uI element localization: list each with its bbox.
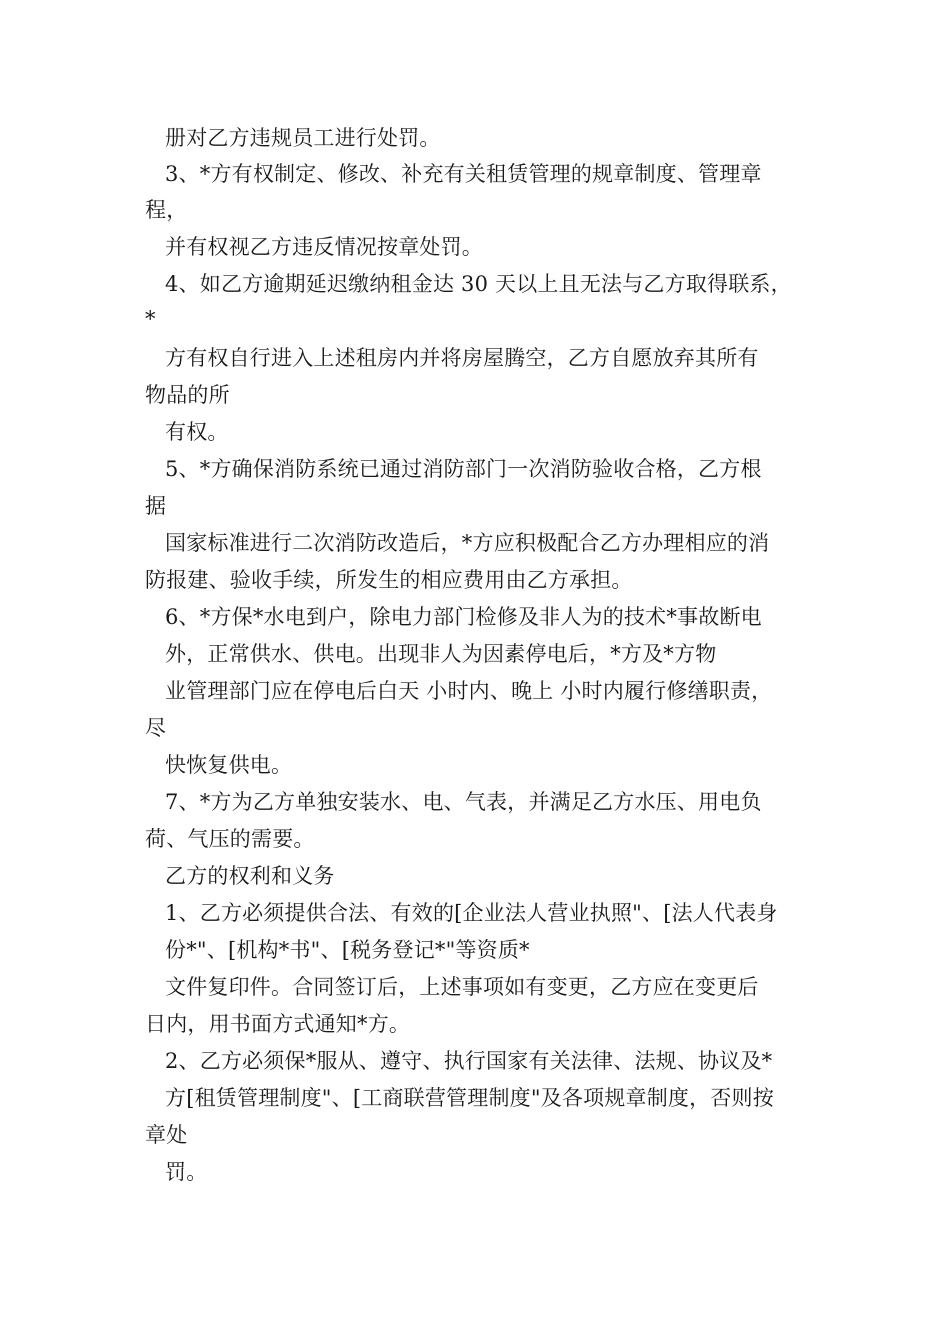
text-line: 方有权自行进入上述租房内并将房屋腾空，乙方自愿放弃其所有 — [165, 346, 759, 370]
text-line: 文件复印件。合同签订后，上述事项如有变更，乙方应在变更后 — [165, 975, 759, 999]
text-line: 尽 — [145, 716, 167, 740]
text-line: 据 — [145, 494, 167, 518]
text-line: 3、*方有权制定、修改、补充有关租赁管理的规章制度、管理章 — [165, 162, 762, 186]
text-line: 业管理部门应在停电后白天 小时内、晚上 小时内履行修缮职责， — [165, 679, 773, 703]
text-line: 国家标准进行二次消防改造后，*方应积极配合乙方办理相应的消 — [165, 531, 770, 555]
text-line: 1、乙方必须提供合法、有效的[企业法人营业执照"、[法人代表身 — [165, 901, 778, 925]
text-line: 2、乙方必须保*服从、遵守、执行国家有关法律、法规、协议及* — [165, 1049, 773, 1073]
text-line: 并有权视乙方违反情况按章处罚。 — [165, 235, 483, 259]
text-line: 外，正常供水、供电。出现非人为因素停电后，*方及*方物 — [165, 642, 717, 666]
text-line: 有权。 — [165, 420, 229, 444]
text-line: 4、如乙方逾期延迟缴纳租金达 30 天以上且无法与乙方取得联系， — [165, 272, 792, 296]
text-line: 份*"、[机构*书"、[税务登记*"等资质* — [165, 938, 530, 962]
text-line: 5、*方确保消防系统已通过消防部门一次消防验收合格，乙方根 — [165, 457, 762, 481]
text-line: 7、*方为乙方单独安装水、电、气表，并满足乙方水压、用电负 — [165, 790, 762, 814]
section-heading: 乙方的权利和义务 — [165, 864, 335, 888]
text-line: 6、*方保*水电到户，除电力部门检修及非人为的技术*事故断电 — [165, 605, 762, 629]
text-line: 章处 — [145, 1123, 188, 1147]
text-line: 物品的所 — [145, 383, 230, 407]
text-line: 册对乙方违规员工进行处罚。 — [165, 126, 441, 150]
text-line: 罚。 — [165, 1160, 208, 1184]
text-line: 荷、气压的需要。 — [145, 827, 315, 851]
text-line: 防报建、验收手续，所发生的相应费用由乙方承担。 — [145, 568, 633, 592]
text-line: 日内，用书面方式通知*方。 — [145, 1012, 411, 1036]
text-line: 方[租赁管理制度"、[工商联营管理制度"及各项规章制度，否则按 — [165, 1086, 774, 1110]
text-line: 快恢复供电。 — [165, 753, 293, 777]
text-line: * — [145, 307, 156, 331]
text-line: 程， — [145, 198, 188, 222]
